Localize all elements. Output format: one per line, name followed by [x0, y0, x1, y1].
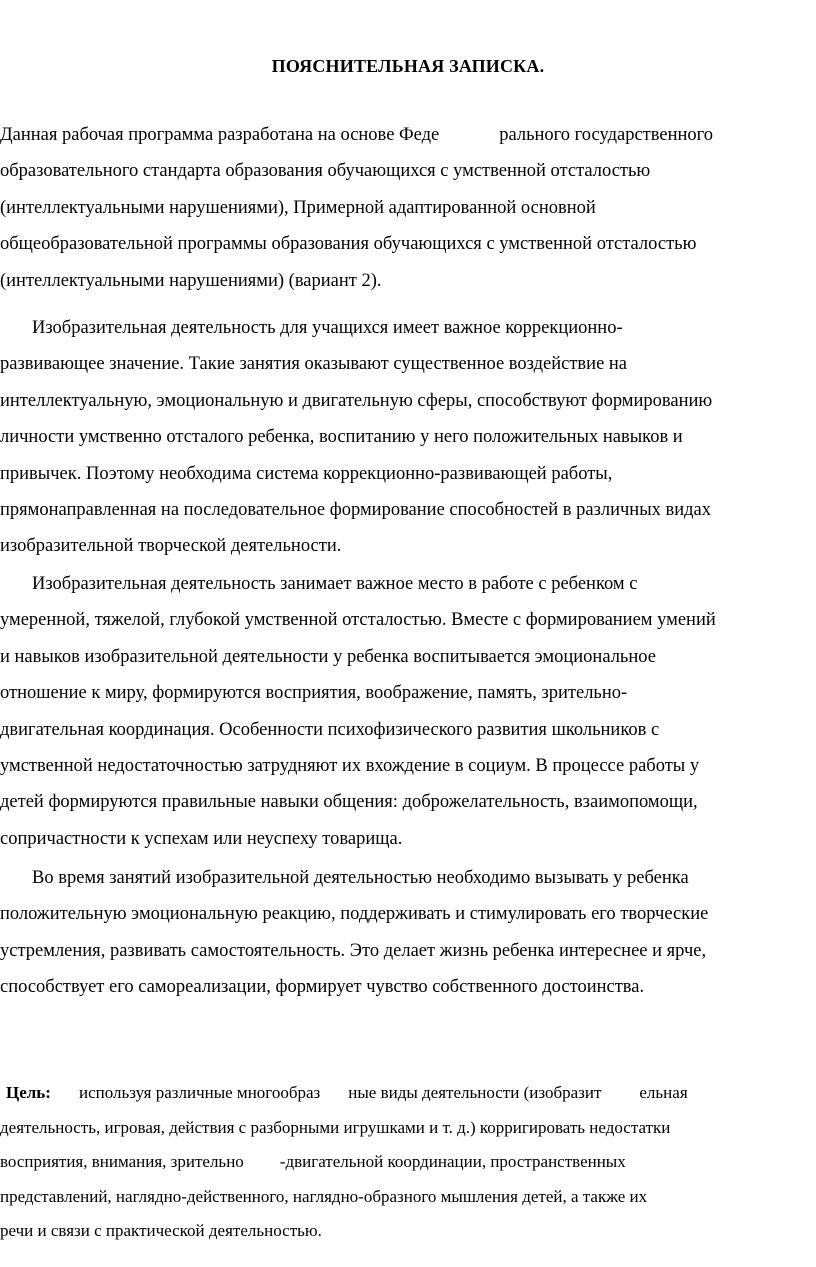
paragraph-emotions	[0, 860, 816, 1006]
text-fragment: ные виды деятельности (изобразит	[348, 1083, 602, 1102]
text-line: (интеллектуальными нарушениями), Примерной адаптированной основной	[0, 197, 596, 218]
text-line	[0, 1145, 816, 1180]
paragraph-basis	[0, 117, 816, 299]
text-line: Изобразительная деятельность занимает важное место в работе с ребенком с	[32, 574, 638, 594]
text-line: устремления, развивать самостоятельность. Это делает жизнь ребенка интереснее и ярче,	[0, 940, 707, 961]
text-line: (интеллектуальными нарушениями) (вариант 2).	[0, 270, 382, 291]
text-line: общеобразовательной программы образования обучающихся с умственной отсталостью	[0, 234, 697, 255]
text-line: развивающее значение. Такие занятия оказывают существенное воздействие на	[0, 354, 628, 375]
text-line: умеренной, тяжелой, глубокой умственной отсталостью. Вместе с формированием умений	[0, 610, 716, 631]
text-fragment: ельная	[639, 1083, 688, 1102]
text-line: образовательного стандарта образования обучающихся с умственной отсталостью	[0, 161, 651, 182]
text-line: речи и связи с практической деятельностью.	[0, 1221, 322, 1240]
text-line: Во время занятий изобразительной деятельностью необходимо вызывать у ребенка	[32, 868, 689, 888]
text-line: двигательная координация. Особенности психофизического развития школьников с	[0, 719, 660, 740]
text-fragment: рального государственного	[499, 125, 714, 145]
text-line: привычек. Поэтому необходима система коррекционно-развивающей работы,	[0, 463, 613, 484]
text-line: изобразительной творческой деятельности.	[0, 536, 342, 557]
text-line: интеллектуальную, эмоциональную и двигательную сферы, способствуют формированию	[0, 390, 713, 411]
text-line: положительную эмоциональную реакцию, поддерживать и стимулировать его творческие	[0, 904, 709, 925]
text-line: личности умственно отсталого ребенка, воспитанию у него положительных навыков и	[0, 427, 683, 448]
paragraph-goal	[0, 1076, 816, 1249]
text-line: детей формируются правильные навыки общения: доброжелательность, взаимопомощи,	[0, 792, 698, 813]
text-line: и навыков изобразительной деятельности у ребенка воспитывается эмоциональное	[0, 646, 656, 667]
text-line: способствует его самореализации, формирует чувство собственного достоинства.	[0, 977, 645, 998]
text-line: Изобразительная деятельность для учащихся имеет важное коррекционно-	[32, 318, 623, 338]
goal-label: Цель:	[6, 1083, 51, 1102]
text-line: умственной недостаточностью затрудняют их вхождение в социум. В процессе работы у	[0, 755, 700, 776]
text-line: сопричастности к успехам или неуспеху товарища.	[0, 828, 403, 849]
text-fragment: используя различные многообраз	[78, 1083, 321, 1102]
text-line: прямонаправленная на последовательное формирование способностей в различных видах	[0, 499, 712, 520]
text-fragment: Данная рабочая программа разработана на основе Феде	[0, 125, 440, 145]
paragraph-importance	[0, 310, 816, 565]
page-title: ПОЯСНИТЕЛЬНАЯ ЗАПИСКА.	[271, 56, 545, 76]
text-line: деятельность, игровая, действия с разборными игрушками и т. д.) корригировать недостатки	[0, 1117, 671, 1137]
text-line: отношение к миру, формируются восприятия, воображение, память, зрительно-	[0, 683, 628, 704]
text-line: представлений, наглядно-действенного, наглядно-образного мышления детей, а также их	[0, 1186, 648, 1206]
text-fragment: -двигательной координации, пространственных	[279, 1152, 626, 1171]
text-line	[0, 1076, 816, 1111]
paragraph-role	[0, 566, 816, 857]
text-line	[0, 117, 816, 153]
text-fragment: восприятия, внимания, зрительно	[0, 1152, 244, 1171]
